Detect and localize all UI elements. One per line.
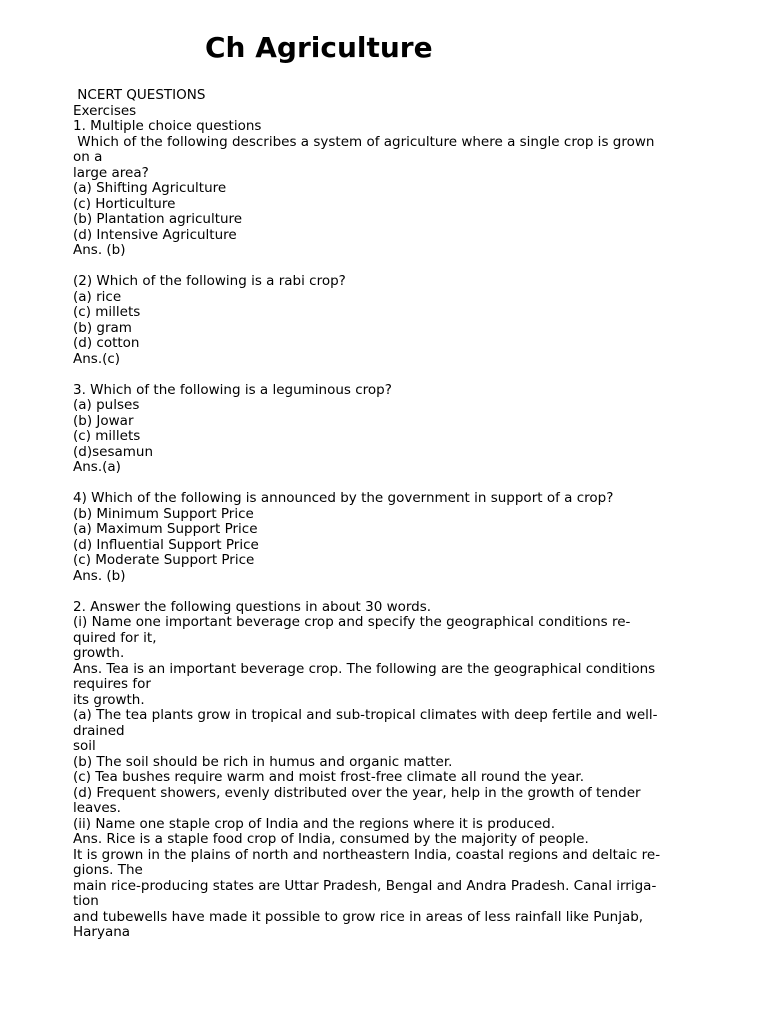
text-line: main rice-producing states are Uttar Pradesh, Bengal and Andra Pradesh. Canal irriga- xyxy=(73,877,657,894)
text-line: requires for xyxy=(73,676,151,692)
text-line: 3. Which of the following is a leguminous crop? xyxy=(73,381,392,398)
text-line: (b) The soil should be rich in humus and organic matter. xyxy=(73,753,453,770)
text-line: (d)sesamun xyxy=(73,443,154,460)
text-line: 4) Which of the following is announced by the government in support of a crop? xyxy=(73,490,614,506)
text-line: (b) gram xyxy=(73,319,132,336)
text-line: drained xyxy=(73,722,125,739)
text-line: Ans. (b) xyxy=(73,242,126,258)
text-line: (c) millets xyxy=(73,304,141,320)
text-line: Exercises xyxy=(73,102,137,119)
text-line: 1. Multiple choice questions xyxy=(73,118,262,134)
text-line: (a) Maximum Support Price xyxy=(73,521,258,537)
text-line: It is grown in the plains of north and northeastern India, coastal regions and deltaic re- xyxy=(73,846,661,863)
text-line xyxy=(73,584,703,600)
text-line: (d) cotton xyxy=(73,335,140,351)
text-line: (ii) Name one staple crop of India and the regions where it is produced. xyxy=(73,815,556,832)
text-line: (c) millets xyxy=(73,428,141,444)
text-line: (a) rice xyxy=(73,288,122,305)
text-line: (2) Which of the following is a rabi crop? xyxy=(73,273,346,289)
text-line: (a) pulses xyxy=(73,397,140,413)
text-line: and tubewells have made it possible to grow rice in areas of less rainfall like Punjab, xyxy=(73,908,644,925)
text-line xyxy=(73,259,703,275)
text-line: soil xyxy=(73,738,96,754)
text-line: (i) Name one important beverage crop and specify the geographical conditions re- xyxy=(73,614,631,630)
text-line xyxy=(73,476,703,492)
text-line: Haryana xyxy=(73,924,131,940)
text-line: (d) Frequent showers, evenly distributed over the year, help in the growth of tender xyxy=(73,784,641,801)
text-line: 2. Answer the following questions in about 30 words. xyxy=(73,598,432,615)
page-title: Ch Agriculture xyxy=(205,31,433,64)
text-line: (d) Intensive Agriculture xyxy=(73,226,237,243)
text-line: leaves. xyxy=(73,800,121,816)
text-line: tion xyxy=(73,893,99,909)
text-line: (c) Horticulture xyxy=(73,195,176,212)
text-line: (b) Minimum Support Price xyxy=(73,505,254,522)
text-line: Ans. Rice is a staple food crop of India, consumed by the majority of people. xyxy=(73,831,589,847)
text-line: (a) The tea plants grow in tropical and sub-tropical climates with deep fertile and well- xyxy=(73,707,658,723)
text-line xyxy=(73,367,703,383)
text-line: Ans. (b) xyxy=(73,567,126,584)
text-line: NCERT QUESTIONS xyxy=(73,87,206,103)
text-line: its growth. xyxy=(73,691,145,708)
text-line: growth. xyxy=(73,645,125,661)
text-line: Ans.(a) xyxy=(73,459,121,475)
text-line: gions. The xyxy=(73,862,143,878)
text-line: large area? xyxy=(73,164,149,181)
text-line: (c) Moderate Support Price xyxy=(73,552,255,568)
text-line: (b) Jowar xyxy=(73,412,134,429)
text-line: on a xyxy=(73,149,103,165)
text-line: Ans. Tea is an important beverage crop. The following are the geographical conditions xyxy=(73,660,656,677)
text-line: (b) Plantation agriculture xyxy=(73,211,243,227)
text-line: (c) Tea bushes require warm and moist frost-free climate all round the year. xyxy=(73,769,585,785)
text-line: (d) Influential Support Price xyxy=(73,536,259,553)
document-body xyxy=(73,88,703,941)
text-line: Ans.(c) xyxy=(73,350,121,367)
text-line: Which of the following describes a system of agriculture where a single crop is grown xyxy=(73,133,655,150)
text-line: (a) Shifting Agriculture xyxy=(73,180,227,196)
text-line: quired for it, xyxy=(73,629,157,646)
